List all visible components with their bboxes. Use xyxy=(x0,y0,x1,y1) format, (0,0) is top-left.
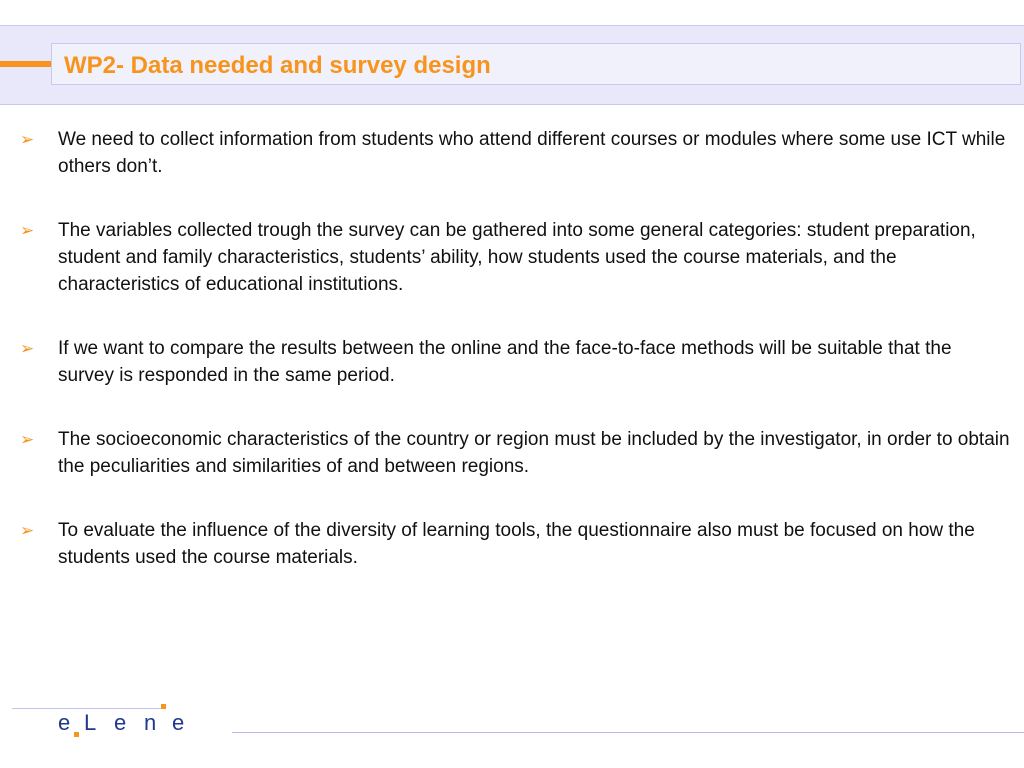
bullet-item xyxy=(20,517,1010,571)
arrow-bullet-icon: ➢ xyxy=(20,521,35,540)
bullet-item xyxy=(20,126,1010,180)
arrow-bullet-icon: ➢ xyxy=(20,430,35,449)
bullet-item xyxy=(20,426,1010,480)
logo-letter: e xyxy=(114,710,127,735)
logo-letter: L xyxy=(84,710,97,735)
arrow-bullet-icon: ➢ xyxy=(20,339,35,358)
logo-letter: e xyxy=(172,710,185,735)
arrow-bullet-icon: ➢ xyxy=(20,221,35,240)
footer-divider xyxy=(232,732,1024,733)
bullet-text: We need to collect information from students who attend different courses or modules where some use ICT while others don’t. xyxy=(58,129,1006,177)
title-box xyxy=(51,43,1021,85)
logo-letter: e xyxy=(58,710,71,735)
logo-letter: n xyxy=(144,710,157,735)
bullet-text: The variables collected trough the survey can be gathered into some general categories: student preparation, student and family characteristics, students’ ability, how students used the course materials, and the characteristics of educational institutions. xyxy=(58,220,976,295)
logo-accent-square xyxy=(74,732,79,737)
bullet-item xyxy=(20,217,1010,298)
bullet-text: If we want to compare the results between the online and the face-to-face methods will be suitable that the survey is responded in the same period. xyxy=(58,338,952,386)
elene-logo xyxy=(58,704,233,744)
bullet-text: To evaluate the influence of the diversity of learning tools, the questionnaire also must be focused on how the students used the course materials. xyxy=(58,520,975,568)
bullet-text: The socioeconomic characteristics of the country or region must be included by the investigator, in order to obtain the peculiarities and similarities of and between regions. xyxy=(58,429,1010,477)
arrow-bullet-icon: ➢ xyxy=(20,130,35,149)
logo-accent-square xyxy=(161,704,166,709)
bullet-list xyxy=(20,126,1010,608)
title-accent-bar xyxy=(0,61,52,67)
slide-title: WP2- Data needed and survey design xyxy=(64,52,491,79)
bullet-item xyxy=(20,335,1010,389)
